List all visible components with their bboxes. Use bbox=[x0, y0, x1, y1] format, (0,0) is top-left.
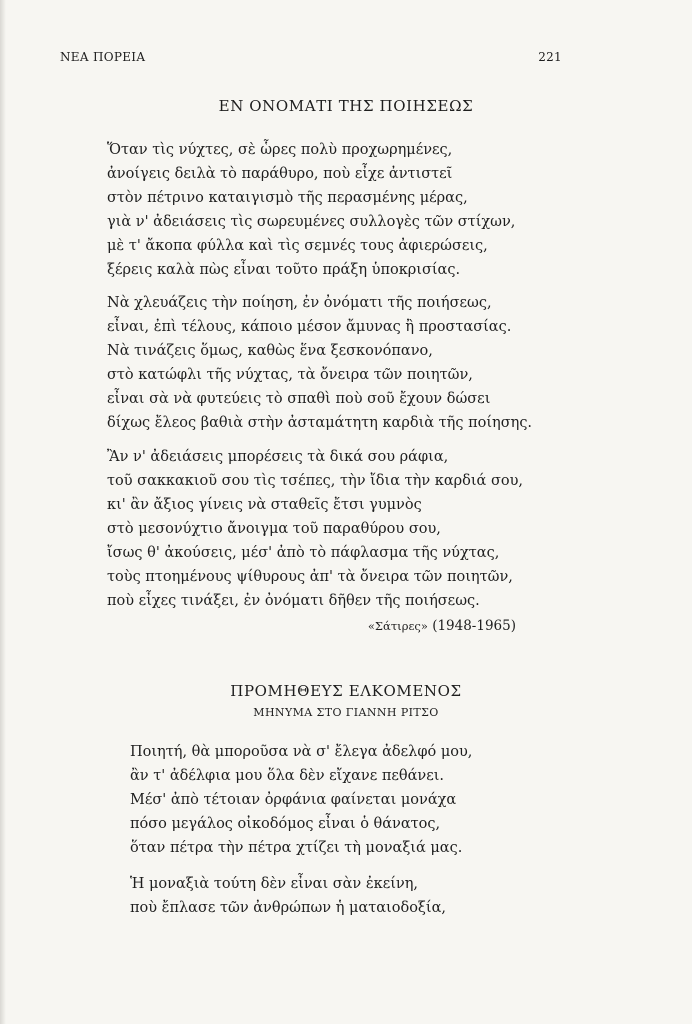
attribution-years: (1948-1965) bbox=[432, 618, 516, 634]
poem2-title: ΠΡΟΜΗΘΕΥΣ ΕΛΚΟΜΕΝΟΣ bbox=[230, 682, 462, 700]
poem-line: εἶναι, ἐπὶ τέλους, κάποιο μέσον ἄμυνας ἢ προστασίας. bbox=[107, 319, 512, 335]
poem-line: πόσο μεγάλος οἰκοδόμος εἶναι ὁ θάνατος, bbox=[130, 816, 441, 832]
poem-line: γιὰ ν' ἀδειάσεις τὶς σωρευμένες συλλογὲς τῶν στίχων, bbox=[107, 214, 516, 230]
poem2-stanza-1 bbox=[130, 740, 472, 860]
poem-line: ὅταν πέτρα τὴν πέτρα χτίζει τὴ μοναξιά μας. bbox=[130, 840, 463, 856]
poem2-stanza-2 bbox=[130, 872, 446, 920]
poem-line: μὲ τ' ἄκοπα φύλλα καὶ τὶς σεμνές τους ἀφιερώσεις, bbox=[107, 238, 488, 254]
poem-line: ξέρεις καλὰ πὼς εἶναι τοῦτο πράξη ὑποκρισίας. bbox=[107, 262, 461, 278]
page-edge bbox=[0, 0, 6, 1024]
attribution-source: «Σάτιρες» bbox=[367, 619, 428, 633]
poem1-stanza-3 bbox=[107, 445, 523, 613]
poem-line: ἂν τ' ἀδέλφια μου ὅλα δὲν εἴχανε πεθάνει. bbox=[130, 768, 445, 784]
poem-line: εἶναι σὰ νὰ φυτεύεις τὸ σπαθὶ ποὺ σοῦ ἔχουν δώσει bbox=[107, 391, 491, 407]
poem1-stanza-2 bbox=[107, 291, 532, 435]
poem-line: τοῦ σακκακιοῦ σου τὶς τσέπες, τὴν ἴδια τὴν καρδιά σου, bbox=[107, 473, 523, 489]
poem-line: στὸ κατώφλι τῆς νύχτας, τὰ ὄνειρα τῶν ποιητῶν, bbox=[107, 367, 473, 383]
poem-line: ἴσως θ' ἀκούσεις, μέσ' ἀπὸ τὸ πάφλασμα τῆς νύχτας, bbox=[107, 545, 500, 561]
poem-line: Νὰ τινάζεις ὅμως, καθὼς ἕνα ξεσκονόπανο, bbox=[107, 343, 433, 359]
poem-line: ποὺ εἶχες τινάξει, ἐν ὀνόματι δῆθεν τῆς ποιήσεως. bbox=[107, 593, 480, 609]
poem-line: Νὰ χλευάζεις τὴν ποίηση, ἐν ὀνόματι τῆς ποιήσεως, bbox=[107, 295, 492, 311]
poem-line: ἀνοίγεις δειλὰ τὸ παράθυρο, ποὺ εἶχε ἀντιστεῖ bbox=[107, 166, 453, 182]
page-number: 221 bbox=[538, 50, 562, 64]
journal-title: ΝΕΑ ΠΟΡΕΙΑ bbox=[60, 50, 146, 64]
poem-line: κι' ἂν ἄξιος γίνεις νὰ σταθεῖς ἔτσι γυμνὸς bbox=[107, 497, 422, 513]
poem2-subtitle: ΜΗΝΥΜΑ ΣΤΟ ΓΙΑΝΝΗ ΡΙΤΣΟ bbox=[253, 706, 439, 719]
poem-line: στὸν πέτρινο καταιγισμὸ τῆς περασμένης μέρας, bbox=[107, 190, 468, 206]
poem-line: Ὅταν τὶς νύχτες, σὲ ὧρες πολὺ προχωρημένες, bbox=[107, 142, 453, 158]
poem-line: ποὺ ἔπλασε τῶν ἀνθρώπων ἡ ματαιοδοξία, bbox=[130, 900, 446, 916]
poem-line: Ἂν ν' ἀδειάσεις μπορέσεις τὰ δικά σου ράφια, bbox=[107, 449, 449, 465]
poem-line: τοὺς πτοημένους ψίθυρους ἀπ' τὰ ὄνειρα τῶν ποιητῶν, bbox=[107, 569, 513, 585]
poem-line: Ἡ μοναξιὰ τούτη δὲν εἶναι σὰν ἐκείνη, bbox=[130, 876, 419, 892]
poem-line: Ποιητή, θὰ μποροῦσα νὰ σ' ἔλεγα ἀδελφό μου, bbox=[130, 744, 473, 760]
poem-line: στὸ μεσονύχτιο ἄνοιγμα τοῦ παραθύρου σου, bbox=[107, 521, 441, 537]
poem-attribution bbox=[368, 618, 516, 634]
poem-line: δίχως ἔλεος βαθιὰ στὴν ἀσταμάτητη καρδιὰ τῆς ποίησης. bbox=[107, 415, 533, 431]
running-head bbox=[60, 50, 562, 64]
poem-title: ΕΝ ΟΝΟΜΑΤΙ ΤΗΣ ΠΟΙΗΣΕΩΣ bbox=[218, 97, 474, 115]
poem1-stanza-1 bbox=[107, 138, 515, 282]
poem-line: Μέσ' ἀπὸ τέτοιαν ὀρφάνια φαίνεται μονάχα bbox=[130, 792, 457, 808]
